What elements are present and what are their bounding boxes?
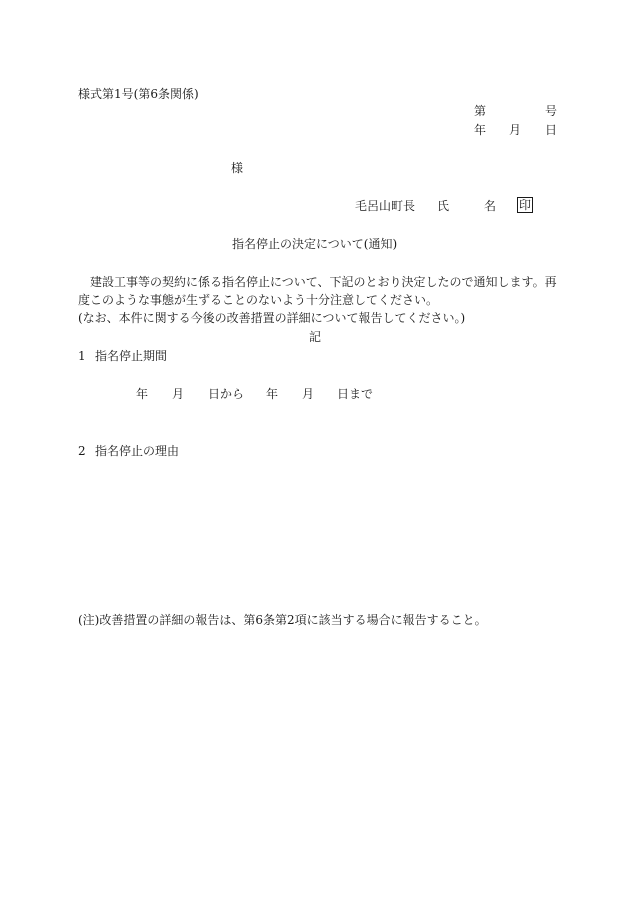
seal-stamp <box>517 197 533 213</box>
period-to-year: 年 <box>266 387 279 401</box>
date-year-label: 年 <box>474 123 487 137</box>
section-1-number: 1 <box>78 349 86 363</box>
date-month-label: 月 <box>509 123 522 137</box>
body-paragraph: 建設工事等の契約に係る指名停止について、下記のとおり決定したので通知します。再度このような事態が生ずることのないよう十分注意してください。 <box>78 275 557 307</box>
body-note: (なお、本件に関する今後の改善措置の詳細について報告してください。) <box>78 311 466 325</box>
date-day-label: 日 <box>545 123 558 137</box>
sender-name-label-2: 名 <box>484 199 497 213</box>
doc-number-suffix: 号 <box>545 104 558 118</box>
ki-marker: 記 <box>309 330 322 344</box>
section-1-heading: 指名停止期間 <box>95 349 168 363</box>
period-from-year: 年 <box>136 387 149 401</box>
addressee-honorific: 様 <box>231 161 244 175</box>
section-2-heading: 指名停止の理由 <box>95 444 180 458</box>
seal-mark: 印 <box>519 198 532 212</box>
sender-title: 毛呂山町長 <box>355 199 416 213</box>
section-2-number: 2 <box>78 444 86 458</box>
period-to-day: 日まで <box>337 387 374 401</box>
sender-name-label-1: 氏 <box>437 199 450 213</box>
form-number: 様式第1号(第6条関係) <box>78 87 199 101</box>
document-title: 指名停止の決定について(通知) <box>232 237 398 251</box>
doc-number-prefix: 第 <box>474 104 487 118</box>
period-from-day: 日から <box>208 387 245 401</box>
period-to-month: 月 <box>302 387 315 401</box>
footnote: (注)改善措置の詳細の報告は、第6条第2項に該当する場合に報告すること。 <box>78 613 487 627</box>
period-from-month: 月 <box>172 387 185 401</box>
